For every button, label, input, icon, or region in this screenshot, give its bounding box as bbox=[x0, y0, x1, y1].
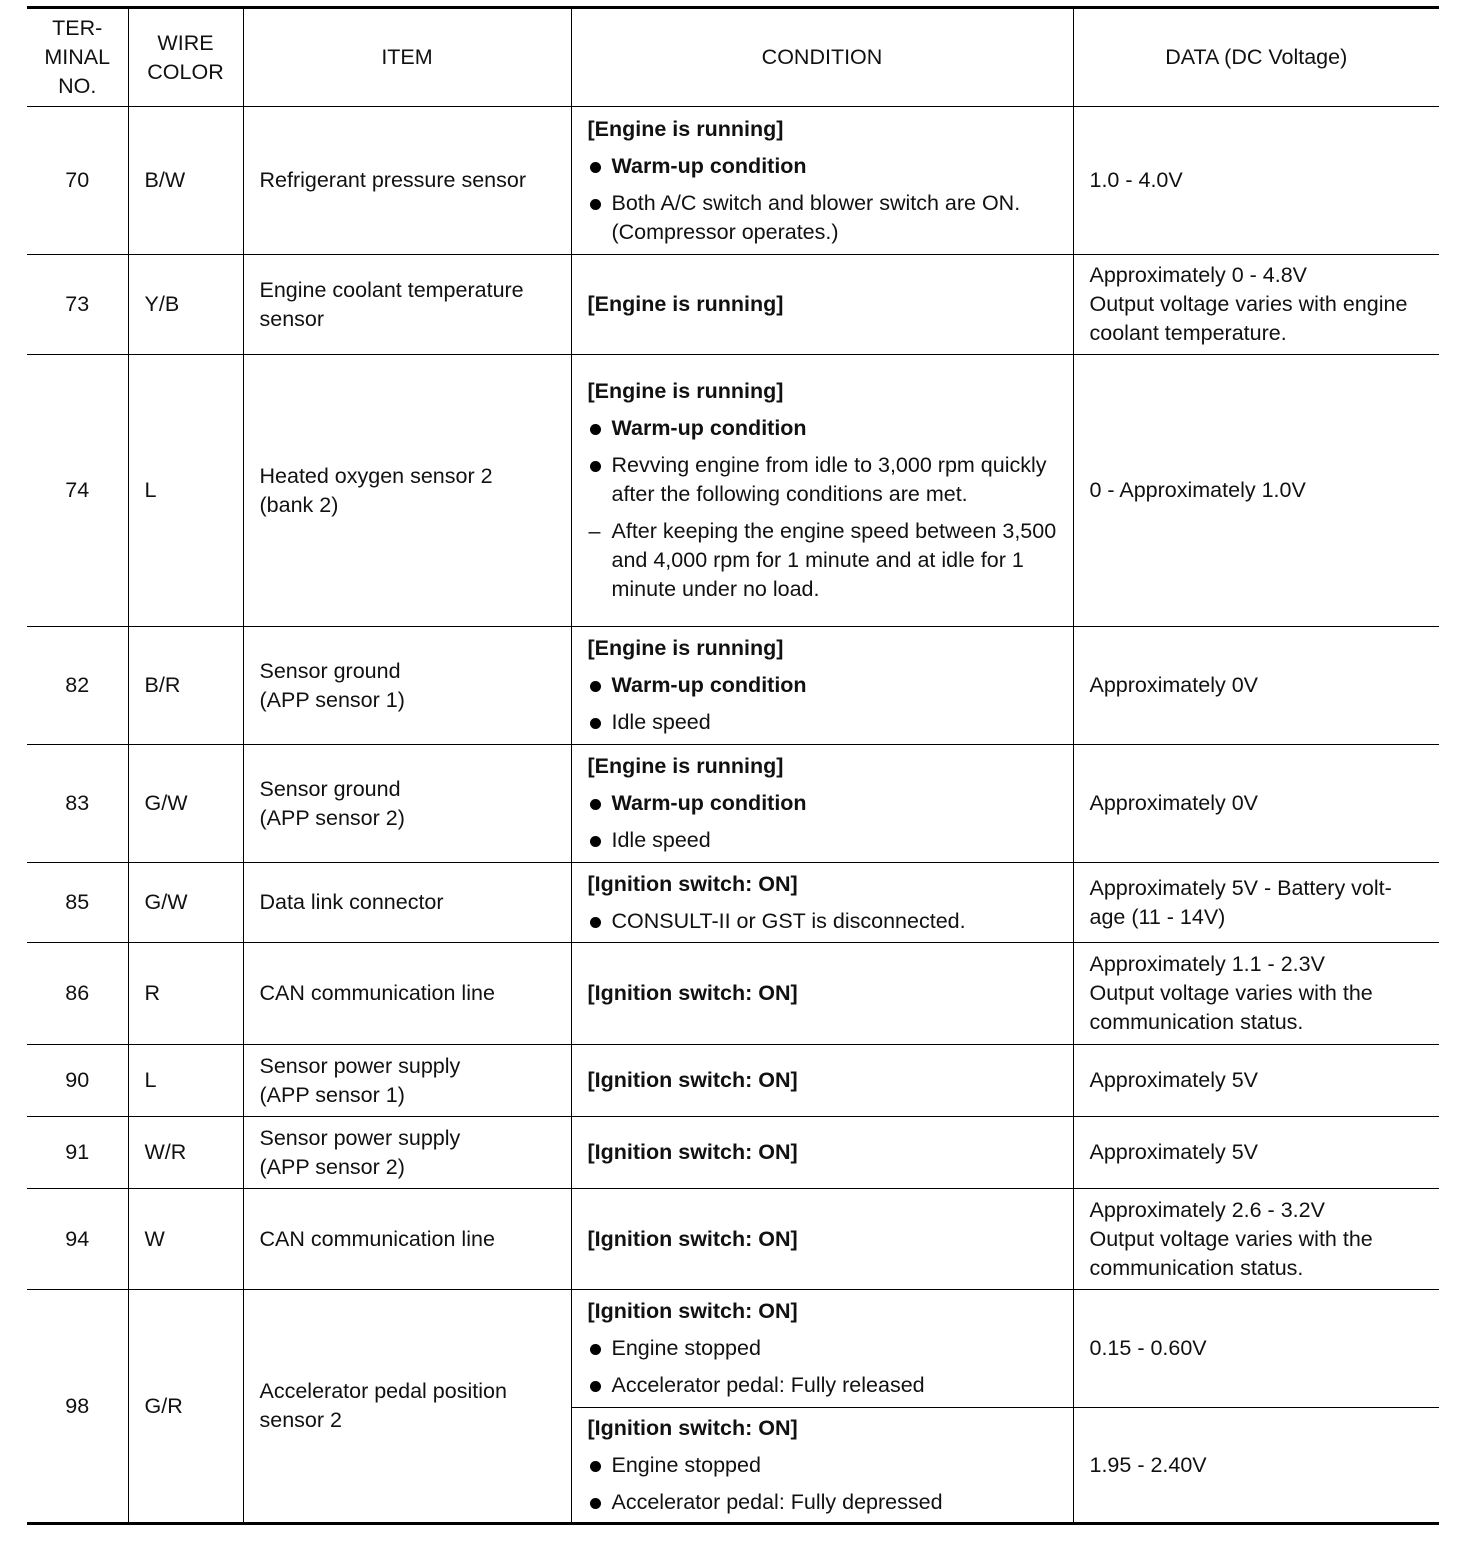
table-row bbox=[27, 627, 1439, 745]
table-row bbox=[27, 1189, 1439, 1290]
header-data: DATA (DC Voltage) bbox=[1073, 8, 1439, 107]
item-name: Refrigerant pressure sensor bbox=[243, 107, 571, 255]
condition-cell bbox=[571, 943, 1073, 1045]
item-name: CAN communication line bbox=[243, 943, 571, 1045]
wire-color: G/W bbox=[128, 745, 243, 863]
table-row bbox=[27, 1045, 1439, 1117]
condition-heading: [Ignition switch: ON] bbox=[587, 1140, 798, 1164]
data-voltage: 0.15 - 0.60V bbox=[1073, 1290, 1439, 1408]
header-condition: CONDITION bbox=[571, 8, 1073, 107]
terminal-number: 82 bbox=[27, 627, 128, 745]
condition-heading: [Ignition switch: ON] bbox=[587, 1299, 798, 1323]
condition-cell bbox=[571, 1045, 1073, 1117]
condition-cell bbox=[571, 1290, 1073, 1408]
item-name: Engine coolant temperature sensor bbox=[243, 255, 571, 355]
condition-heading: [Engine is running] bbox=[587, 754, 784, 778]
table-row bbox=[27, 1117, 1439, 1189]
condition-bullet: Idle speed bbox=[588, 826, 1057, 855]
condition-heading: [Ignition switch: ON] bbox=[587, 1068, 798, 1092]
wire-color: R bbox=[128, 943, 243, 1045]
condition-sub-item: – After keeping the engine speed between 3,500 and 4,000 rpm for 1 minute and at idle for 1 minute under no load. bbox=[588, 517, 1057, 604]
terminal-number: 91 bbox=[27, 1117, 128, 1189]
condition-heading: [Ignition switch: ON] bbox=[587, 1226, 798, 1251]
data-voltage: 1.95 - 2.40V bbox=[1073, 1408, 1439, 1524]
header-item: ITEM bbox=[243, 8, 571, 107]
wire-color: Y/B bbox=[128, 255, 243, 355]
item-name: Sensor ground (APP sensor 1) bbox=[243, 627, 571, 745]
data-voltage: Approximately 0V bbox=[1073, 627, 1439, 745]
condition-bullet: CONSULT-II or GST is disconnected. bbox=[588, 907, 1057, 936]
wire-color: B/R bbox=[128, 627, 243, 745]
terminal-number: 98 bbox=[27, 1290, 128, 1524]
data-voltage: Approximately 0V bbox=[1073, 745, 1439, 863]
data-voltage: Approximately 0 - 4.8V Output voltage varies with engine coolant temperature. bbox=[1073, 255, 1439, 355]
data-voltage: Approximately 1.1 - 2.3V Output voltage varies with the communication status. bbox=[1073, 943, 1439, 1045]
header-terminal-no: TER- MINAL NO. bbox=[27, 8, 128, 107]
table-row bbox=[27, 107, 1439, 255]
condition-heading: [Engine is running] bbox=[587, 379, 784, 403]
item-name: CAN communication line bbox=[243, 1189, 571, 1290]
terminal-number: 86 bbox=[27, 943, 128, 1045]
condition-heading: [Engine is running] bbox=[587, 292, 784, 316]
terminal-number: 73 bbox=[27, 255, 128, 355]
terminal-number: 94 bbox=[27, 1189, 128, 1290]
condition-cell bbox=[571, 1117, 1073, 1189]
wire-color: B/W bbox=[128, 107, 243, 255]
item-name: Heated oxygen sensor 2 (bank 2) bbox=[243, 355, 571, 627]
condition-bullet: Revving engine from idle to 3,000 rpm quickly after the following conditions are met. bbox=[588, 451, 1057, 509]
condition-heading: [Engine is running] bbox=[587, 636, 784, 660]
terminal-number: 70 bbox=[27, 107, 128, 255]
condition-cell bbox=[571, 627, 1073, 745]
terminal-number: 90 bbox=[27, 1045, 128, 1117]
data-voltage: Approximately 5V - Battery volt- age (11 - 14V) bbox=[1073, 863, 1439, 943]
wire-color: G/W bbox=[128, 863, 243, 943]
condition-bullet: Engine stopped bbox=[588, 1334, 1057, 1363]
wire-color: G/R bbox=[128, 1290, 243, 1524]
item-name: Data link connector bbox=[243, 863, 571, 943]
condition-heading: [Ignition switch: ON] bbox=[587, 981, 798, 1005]
condition-bullet: Engine stopped bbox=[588, 1451, 1057, 1480]
data-voltage: Approximately 5V bbox=[1073, 1045, 1439, 1117]
condition-bullet: Warm-up condition bbox=[588, 789, 1057, 818]
terminal-number: 83 bbox=[27, 745, 128, 863]
table-row bbox=[27, 943, 1439, 1045]
wire-color: W/R bbox=[128, 1117, 243, 1189]
data-voltage: Approximately 5V bbox=[1073, 1117, 1439, 1189]
table-row bbox=[27, 1290, 1439, 1408]
data-voltage: 0 - Approximately 1.0V bbox=[1073, 355, 1439, 627]
table-row bbox=[27, 745, 1439, 863]
condition-cell bbox=[571, 355, 1073, 627]
condition-cell bbox=[571, 1189, 1073, 1290]
table-row bbox=[27, 863, 1439, 943]
item-name: Sensor power supply (APP sensor 2) bbox=[243, 1117, 571, 1189]
condition-cell bbox=[571, 107, 1073, 255]
wire-color: L bbox=[128, 1045, 243, 1117]
wire-color: W bbox=[128, 1189, 243, 1290]
condition-bullet: Warm-up condition bbox=[588, 671, 1057, 700]
condition-bullet: Idle speed bbox=[588, 708, 1057, 737]
condition-heading: [Engine is running] bbox=[587, 116, 784, 141]
item-name: Sensor ground (APP sensor 2) bbox=[243, 745, 571, 863]
terminal-number: 74 bbox=[27, 355, 128, 627]
header-wire-color: WIRE COLOR bbox=[128, 8, 243, 107]
table-row bbox=[27, 255, 1439, 355]
condition-bullet: Warm-up condition bbox=[588, 152, 1057, 181]
condition-bullet: Accelerator pedal: Fully depressed bbox=[588, 1488, 1057, 1517]
condition-heading: [Ignition switch: ON] bbox=[587, 871, 798, 896]
item-name: Sensor power supply (APP sensor 1) bbox=[243, 1045, 571, 1117]
condition-heading: [Ignition switch: ON] bbox=[587, 1415, 798, 1440]
terminal-data-table bbox=[27, 6, 1439, 1525]
wire-color: L bbox=[128, 355, 243, 627]
data-voltage: 1.0 - 4.0V bbox=[1073, 107, 1439, 255]
condition-cell bbox=[571, 255, 1073, 355]
data-voltage: Approximately 2.6 - 3.2V Output voltage varies with the communication status. bbox=[1073, 1189, 1439, 1290]
header-row bbox=[27, 8, 1439, 107]
condition-bullet: Accelerator pedal: Fully released bbox=[588, 1371, 1057, 1400]
table-row bbox=[27, 355, 1439, 627]
condition-cell bbox=[571, 1408, 1073, 1524]
item-name: Accelerator pedal position sensor 2 bbox=[243, 1290, 571, 1524]
terminal-number: 85 bbox=[27, 863, 128, 943]
condition-bullet: Both A/C switch and blower switch are ON. (Compressor operates.) bbox=[588, 189, 1057, 247]
condition-cell bbox=[571, 863, 1073, 943]
condition-bullet: Warm-up condition bbox=[588, 414, 1057, 443]
condition-cell bbox=[571, 745, 1073, 863]
